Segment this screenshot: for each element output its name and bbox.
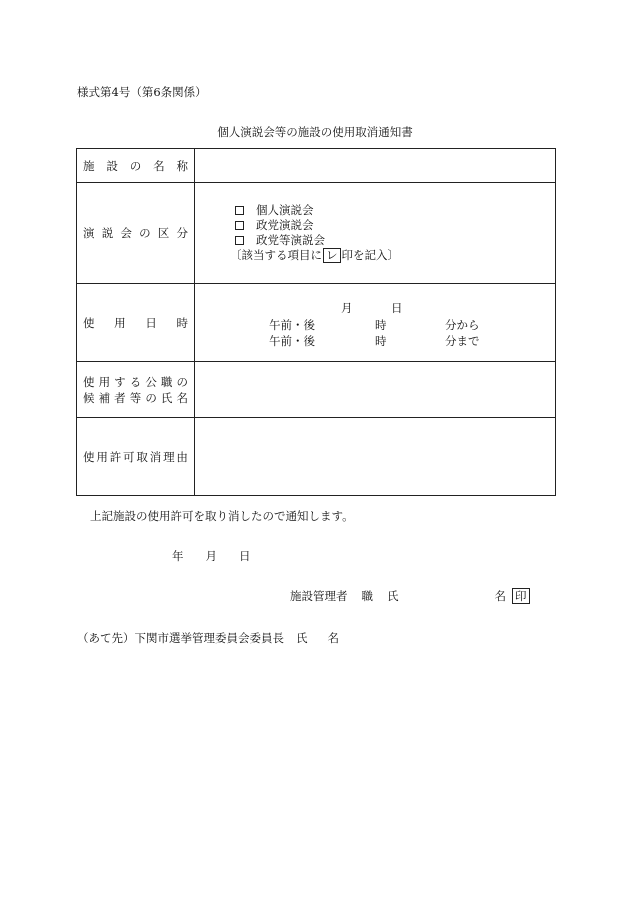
checkbox-party[interactable] [235, 221, 244, 230]
cancellation-reason-label-cell [77, 418, 195, 496]
candidate-label-cell [77, 362, 195, 418]
start-hour-label: 時 [375, 318, 387, 332]
manager-name-prefix: 氏 [387, 589, 399, 603]
end-hour-label: 時 [375, 334, 387, 348]
end-minute-label: 分まで [445, 334, 480, 348]
usage-datetime-row [77, 284, 556, 362]
day-label: 日 [391, 301, 403, 315]
meeting-type-instruction: 〔該当する項目に レ 印を記入〕 [230, 248, 399, 262]
option-party-etc-label: 政党等演説会 [256, 233, 325, 247]
candidate-label-line1: 使 用 す る 公 職 の [83, 374, 188, 389]
cancellation-reason-row [77, 418, 556, 496]
meeting-type-row [77, 183, 556, 284]
notice-date-line[interactable] [172, 548, 251, 564]
option-party[interactable] [235, 218, 325, 233]
cancellation-reason-label: 使 用 許 可 取 消 理 由 [83, 449, 188, 464]
usage-datetime-label-cell [77, 284, 195, 362]
manager-name-suffix: 名 [494, 589, 506, 603]
option-party-etc[interactable] [235, 233, 325, 248]
meeting-type-options [235, 203, 325, 248]
addressee-label: （あて先）下関市選挙管理委員会委員長 [77, 631, 284, 645]
cancellation-reason-field[interactable] [195, 418, 556, 496]
option-individual-label: 個人演説会 [256, 203, 314, 217]
meeting-type-field [195, 183, 556, 284]
day-label-footer: 日 [239, 549, 251, 563]
facility-name-label: 施 設 の 名 称 [83, 158, 188, 173]
seal-mark: 印 [512, 588, 530, 604]
start-ampm-label: 午前・後 [269, 318, 315, 332]
document-title: 個人演説会等の施設の使用取消通知書 [217, 125, 413, 139]
manager-position-label: 職 [361, 589, 373, 603]
candidate-name-field[interactable] [195, 362, 556, 418]
usage-datetime-field[interactable] [195, 284, 556, 362]
meeting-type-label: 演 説 会 の 区 分 [83, 226, 188, 240]
usage-datetime-label: 使 用 日 時 [83, 315, 188, 330]
check-mark-symbol: レ [323, 248, 341, 263]
month-label-footer: 月 [205, 549, 217, 563]
option-individual[interactable] [235, 203, 325, 218]
addressee-name-prefix: 氏 [296, 631, 308, 645]
facility-name-label-cell [77, 149, 195, 183]
end-ampm-label: 午前・後 [269, 334, 315, 348]
start-minute-label: 分から [445, 318, 480, 332]
notice-form-table [76, 148, 556, 496]
month-label: 月 [341, 301, 353, 315]
facility-name-row [77, 149, 556, 183]
option-party-label: 政党演説会 [256, 218, 314, 232]
addressee-line [77, 630, 339, 646]
candidate-label-line2: 候 補 者 等 の 氏 名 [83, 390, 188, 405]
year-label: 年 [172, 549, 184, 563]
checkbox-individual[interactable] [235, 206, 244, 215]
form-number: 様式第4号（第6条関係） [77, 85, 207, 99]
notice-statement: 上記施設の使用許可を取り消したので通知します。 [90, 509, 354, 523]
facility-manager-line [290, 588, 530, 604]
candidate-row [77, 362, 556, 418]
meeting-type-label-cell [77, 183, 195, 284]
checkbox-party-etc[interactable] [235, 236, 244, 245]
addressee-name-suffix: 名 [327, 631, 339, 645]
manager-title: 施設管理者 [290, 589, 348, 603]
facility-name-field[interactable] [195, 149, 556, 183]
